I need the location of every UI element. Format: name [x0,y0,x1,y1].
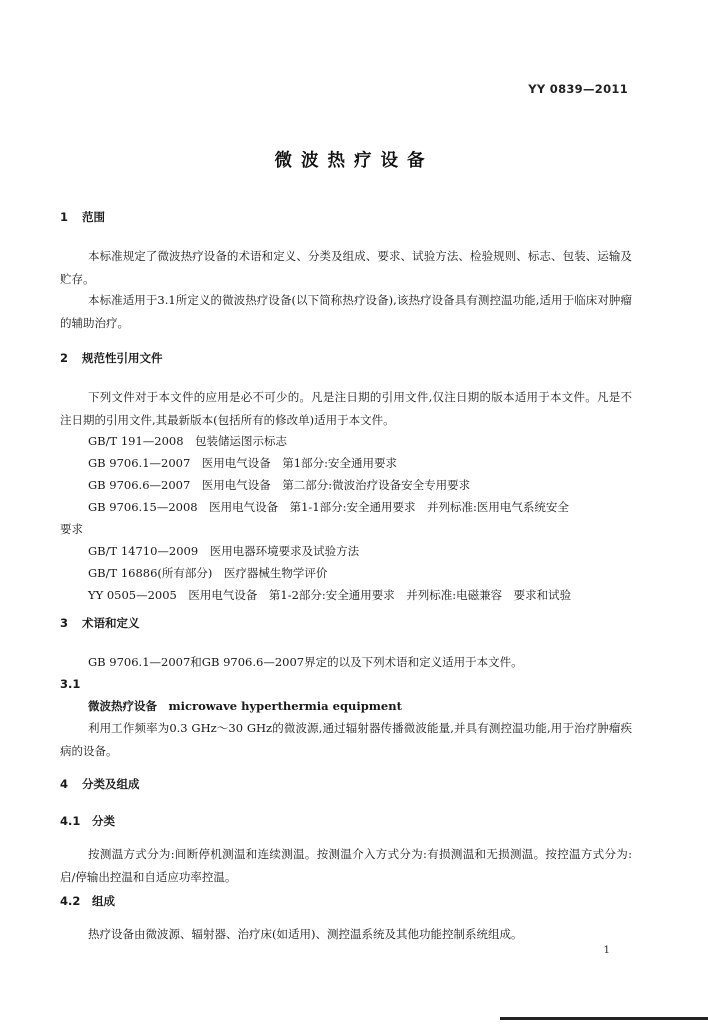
reference-item: GB 9706.1—2007 医用电气设备 第1部分:安全通用要求 [88,456,397,470]
section-3-number: 3 [60,616,69,630]
subsection-3-1-number: 3.1 [60,677,81,691]
term-definition: 利用工作频率为0.3 GHz～30 GHz的微波源,通过辐射器传播微波能量,并具有测控温功能,用于治疗肿瘤疾病的设备。 [60,721,632,758]
section-1-para-2: 本标准适用于3.1所定义的微波热疗设备(以下简称热疗设备),该热疗设备具有测控温功能,适用于临床对肿瘤的辅助治疗。 [60,293,632,330]
section-2-intro: 下列文件对于本文件的应用是必不可少的。凡是注日期的引用文件,仅注日期的版本适用于本文件。凡是不注日期的引用文件,其最新版本(包括所有的修改单)适用于本文件。 [60,390,632,427]
section-2-number: 2 [60,351,69,365]
page-number: 1 [603,944,610,956]
reference-item: YY 0505—2005 医用电气设备 第1-2部分:安全通用要求 并列标准:电磁兼容 要求和试验 [88,588,572,602]
section-4-title: 分类及组成 [82,777,140,791]
section-2-heading [60,347,632,370]
standard-code: YY 0839—2011 [528,82,628,96]
section-2-title: 规范性引用文件 [82,351,163,365]
term-title: 微波热疗设备 microwave hyperthermia equipment [88,699,402,713]
section-3-title: 术语和定义 [82,616,140,630]
reference-item: GB/T 16886(所有部分) 医疗器械生物学评价 [88,566,328,580]
subsection-4-2-heading [60,890,632,913]
subsection-4-2-title: 组成 [92,894,115,908]
section-3-heading [60,612,632,635]
reference-item: GB/T 14710—2009 医用电器环境要求及试验方法 [88,544,360,558]
subsection-4-1-title: 分类 [92,814,115,828]
reference-item: GB/T 191—2008 包装储运图示标志 [88,434,288,448]
reference-item-continuation: 要求 [60,522,83,536]
subsection-4-2-number: 4.2 [60,894,81,908]
section-1-para-1: 本标准规定了微波热疗设备的术语和定义、分类及组成、要求、试验方法、检验规则、标志、包装、运输及贮存。 [60,249,632,286]
section-1-heading [60,206,632,229]
subsection-4-2-text: 热疗设备由微波源、辐射器、治疗床(如适用)、测控温系统及其他功能控制系统组成。 [88,927,523,941]
reference-item: GB 9706.15—2008 医用电气设备 第1-1部分:安全通用要求 并列标准:医用电气系统安全 [88,500,569,514]
subsection-4-1-heading [60,810,632,833]
subsection-4-1-number: 4.1 [60,814,81,828]
subsection-4-1-text: 按测温方式分为:间断停机测温和连续测温。按测温介入方式分为:有损测温和无损测温。按控温方式分为:启/停输出控温和自适应功率控温。 [60,847,632,884]
section-4-number: 4 [60,777,69,791]
document-title: 微波热疗设备 [274,151,434,171]
scan-edge-line [500,1017,708,1020]
section-4-heading [60,773,632,796]
section-1-number: 1 [60,210,69,224]
section-1-title: 范围 [82,210,105,224]
reference-item: GB 9706.6—2007 医用电气设备 第二部分:微波治疗设备安全专用要求 [88,478,471,492]
section-3-intro: GB 9706.1—2007和GB 9706.6—2007界定的以及下列术语和定义适用于本文件。 [88,655,523,669]
